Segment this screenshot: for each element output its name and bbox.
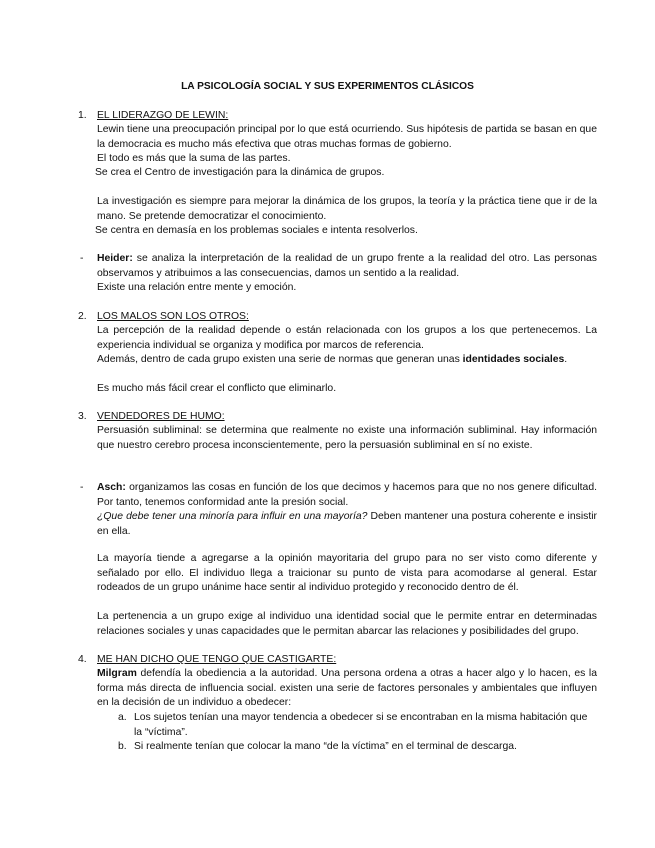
list-item-a-text: Los sujetos tenían una mayor tendencia a obedecer si se encontraban en la misma habitación que la “víctima”. [134, 712, 588, 738]
section-1-number: 1. [78, 110, 87, 121]
section-3-paragraph-1: Persuasión subliminal: se determina que realmente no existe una información subliminal. Hay información que nuestro cerebro procesa inconscientemente, pero la persuasión subliminal en sí no existe. [97, 425, 597, 451]
asch-name: Asch: [97, 482, 126, 493]
heider-name: Heider: [97, 253, 133, 264]
asch-question: ¿Que debe tener una minoría para influir en una mayoría? [97, 511, 368, 522]
asch-question-paragraph [97, 510, 597, 539]
section-3-heading: VENDEDORES DE HUMO: [97, 411, 225, 422]
section-2-heading: LOS MALOS SON LOS OTROS: [97, 311, 249, 322]
milgram-name: Milgram [97, 668, 137, 679]
section-4-paragraph-1 [97, 667, 597, 711]
asch-paragraph-3: La pertenencia a un grupo exige al individuo una identidad social que le permite entrar en determinadas relaciones sociales y unas capacidades que le permitan abarcar las relaciones y posibilidades del grupo. [97, 611, 597, 637]
section-4-number: 4. [78, 654, 87, 665]
list-item-b-text: Si realmente tenían que colocar la mano “de la víctima” en el terminal de descarga. [134, 741, 517, 752]
asch-question-text: Deben mantener una postura coherente e insistir en ella. [97, 511, 597, 537]
section-2-text-a: Además, dentro de cada grupo existen una serie de normas que generan unas [97, 354, 463, 365]
asch-text: organizamos las cosas en función de los que decimos y hacemos para que no nos genere dificultad. Por tanto, tenemos conformidad ante la presión social. [97, 482, 597, 508]
section-1-line-2: Se crea el Centro de investigación para la dinámica de grupos. [95, 167, 385, 178]
section-4-heading: ME HAN DICHO QUE TENGO QUE CASTIGARTE: [97, 654, 337, 665]
document-title: LA PSICOLOGÍA SOCIAL Y SUS EXPERIMENTOS CLÁSICOS [181, 81, 474, 92]
section-1-line-3: Se centra en demasía en los problemas sociales e intenta resolverlos. [95, 225, 418, 236]
section-1-paragraph-2: La investigación es siempre para mejorar la dinámica de los grupos, la teoría y la práctica tiene que ir de la mano. Se pretende democratizar el conocimiento. [97, 196, 597, 222]
asch-paragraph-1 [97, 481, 597, 510]
section-2-number: 2. [78, 311, 87, 322]
section-2-paragraph-2 [97, 353, 567, 368]
section-3-number: 3. [78, 411, 87, 422]
heider-text: se analiza la interpretación de la realidad de un grupo frente a la realidad del otro. Las personas observamos y atribuimos a las consecuencias, damos un sentido a la realidad. [97, 253, 597, 279]
social-identities-term: identidades sociales [462, 354, 565, 365]
section-2-paragraph-1: La percepción de la realidad depende o están relacionada con los grupos a los que pertenecemos. La experiencia individual se organiza y modifica por marcos de referencia. [97, 325, 597, 351]
section-1-heading: EL LIDERAZGO DE LEWIN: [97, 110, 229, 121]
section-1-paragraph-1: Lewin tiene una preocupación principal por lo que está ocurriendo. Sus hipótesis de partida se basan en que la democracia es mucho más efectiva que otras muchas formas de gobierno. [97, 124, 597, 150]
list-item-a-label: a. [118, 712, 127, 723]
section-2-text-c: . [564, 354, 568, 365]
asch-bullet: - [80, 482, 84, 493]
heider-line-1: Existe una relación entre mente y emoción. [97, 282, 297, 293]
asch-paragraph-2: La mayoría tiende a agregarse a la opinión mayoritaria del grupo para no ser visto como diferente y señalado por ello. El individuo llega a traicionar su punto de vista para acomodarse al general. Estar rodeados de un grupo unánime hace sentir al individuo protegido y reconocido dentro de él. [97, 553, 597, 594]
heider-bullet: - [80, 253, 84, 264]
list-item-b-label: b. [118, 741, 127, 752]
milgram-text: defendía la obediencia a la autoridad. Una persona ordena a otras a hacer algo y lo hacen, es la forma más directa de influencia social. existen una serie de factores personales y ambientales que influyen en la decisión de un individuo a obedecer: [97, 668, 597, 709]
heider-paragraph [97, 252, 597, 281]
section-2-line-1: Es mucho más fácil crear el conflicto que eliminarlo. [97, 383, 337, 394]
section-1-line-1: El todo es más que la suma de las partes. [97, 153, 291, 164]
